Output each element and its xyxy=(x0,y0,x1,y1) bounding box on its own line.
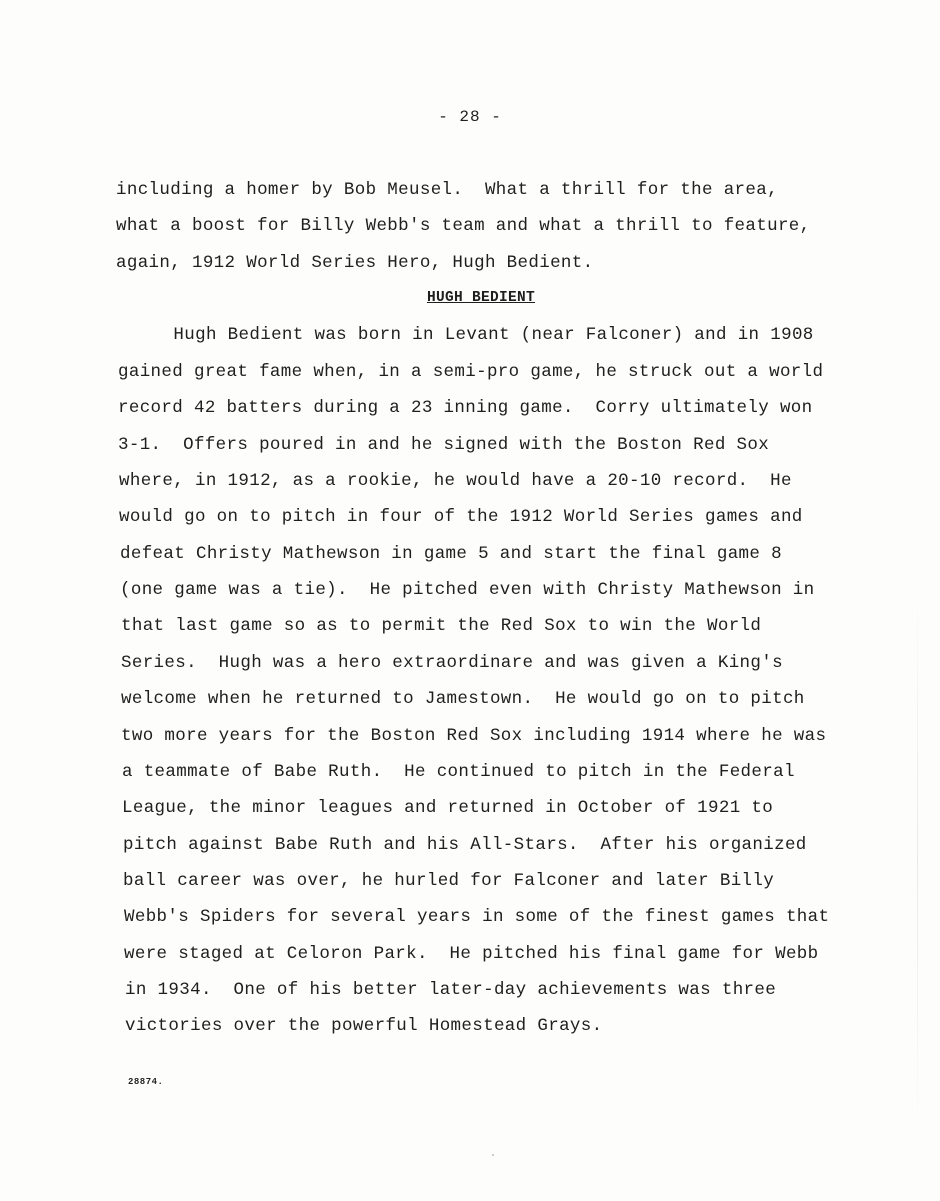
body-line: were staged at Celoron Park. He pitched his final game for Webb xyxy=(124,944,819,964)
intro-line: including a homer by Bob Meusel. What a thrill for the area, xyxy=(116,180,778,200)
scan-speck xyxy=(492,1154,494,1156)
body-line: in 1934. One of his better later-day achievements was three xyxy=(125,980,777,1000)
body-line: 3-1. Offers poured in and he signed with the Boston Red Sox xyxy=(118,435,770,455)
section-heading: HUGH BEDIENT xyxy=(426,290,536,306)
body-line: Series. Hugh was a hero extraordinare and was given a King's xyxy=(121,653,783,673)
body-line: Hugh Bedient was born in Levant (near Falconer) and in 1908 xyxy=(130,325,814,345)
footer-code: 28874. xyxy=(128,1077,164,1087)
scan-edge xyxy=(917,560,918,1160)
body-line: that last game so as to permit the Red Sox to win the World xyxy=(121,616,762,636)
body-line: record 42 batters during a 23 inning game. Corry ultimately won xyxy=(118,398,813,418)
page-number: - 28 - xyxy=(438,108,502,126)
body-line: defeat Christy Mathewson in game 5 and start the final game 8 xyxy=(120,544,782,564)
body-line: Webb's Spiders for several years in some of the finest games that xyxy=(124,907,830,927)
body-line: ball career was over, he hurled for Falconer and later Billy xyxy=(123,871,775,891)
intro-line: again, 1912 World Series Hero, Hugh Bedient. xyxy=(116,253,594,273)
body-line: League, the minor leagues and returned in October of 1921 to xyxy=(122,798,774,818)
body-line: where, in 1912, as a rookie, he would have a 20-10 record. He xyxy=(119,471,792,491)
body-line: pitch against Babe Ruth and his All-Stars. After his organized xyxy=(123,835,807,855)
body-line: victories over the powerful Homestead Grays. xyxy=(125,1016,603,1036)
body-line: (one game was a tie). He pitched even with Christy Mathewson in xyxy=(120,580,815,600)
body-line: two more years for the Boston Red Sox including 1914 where he was xyxy=(121,726,827,746)
body-line: would go on to pitch in four of the 1912 World Series games and xyxy=(119,507,803,527)
body-line: welcome when he returned to Jamestown. He would go on to pitch xyxy=(121,689,805,709)
body-line: gained great fame when, in a semi-pro game, he struck out a world xyxy=(118,362,824,382)
intro-line: what a boost for Billy Webb's team and what a thrill to feature, xyxy=(116,216,811,236)
body-line: a teammate of Babe Ruth. He continued to pitch in the Federal xyxy=(122,762,795,782)
